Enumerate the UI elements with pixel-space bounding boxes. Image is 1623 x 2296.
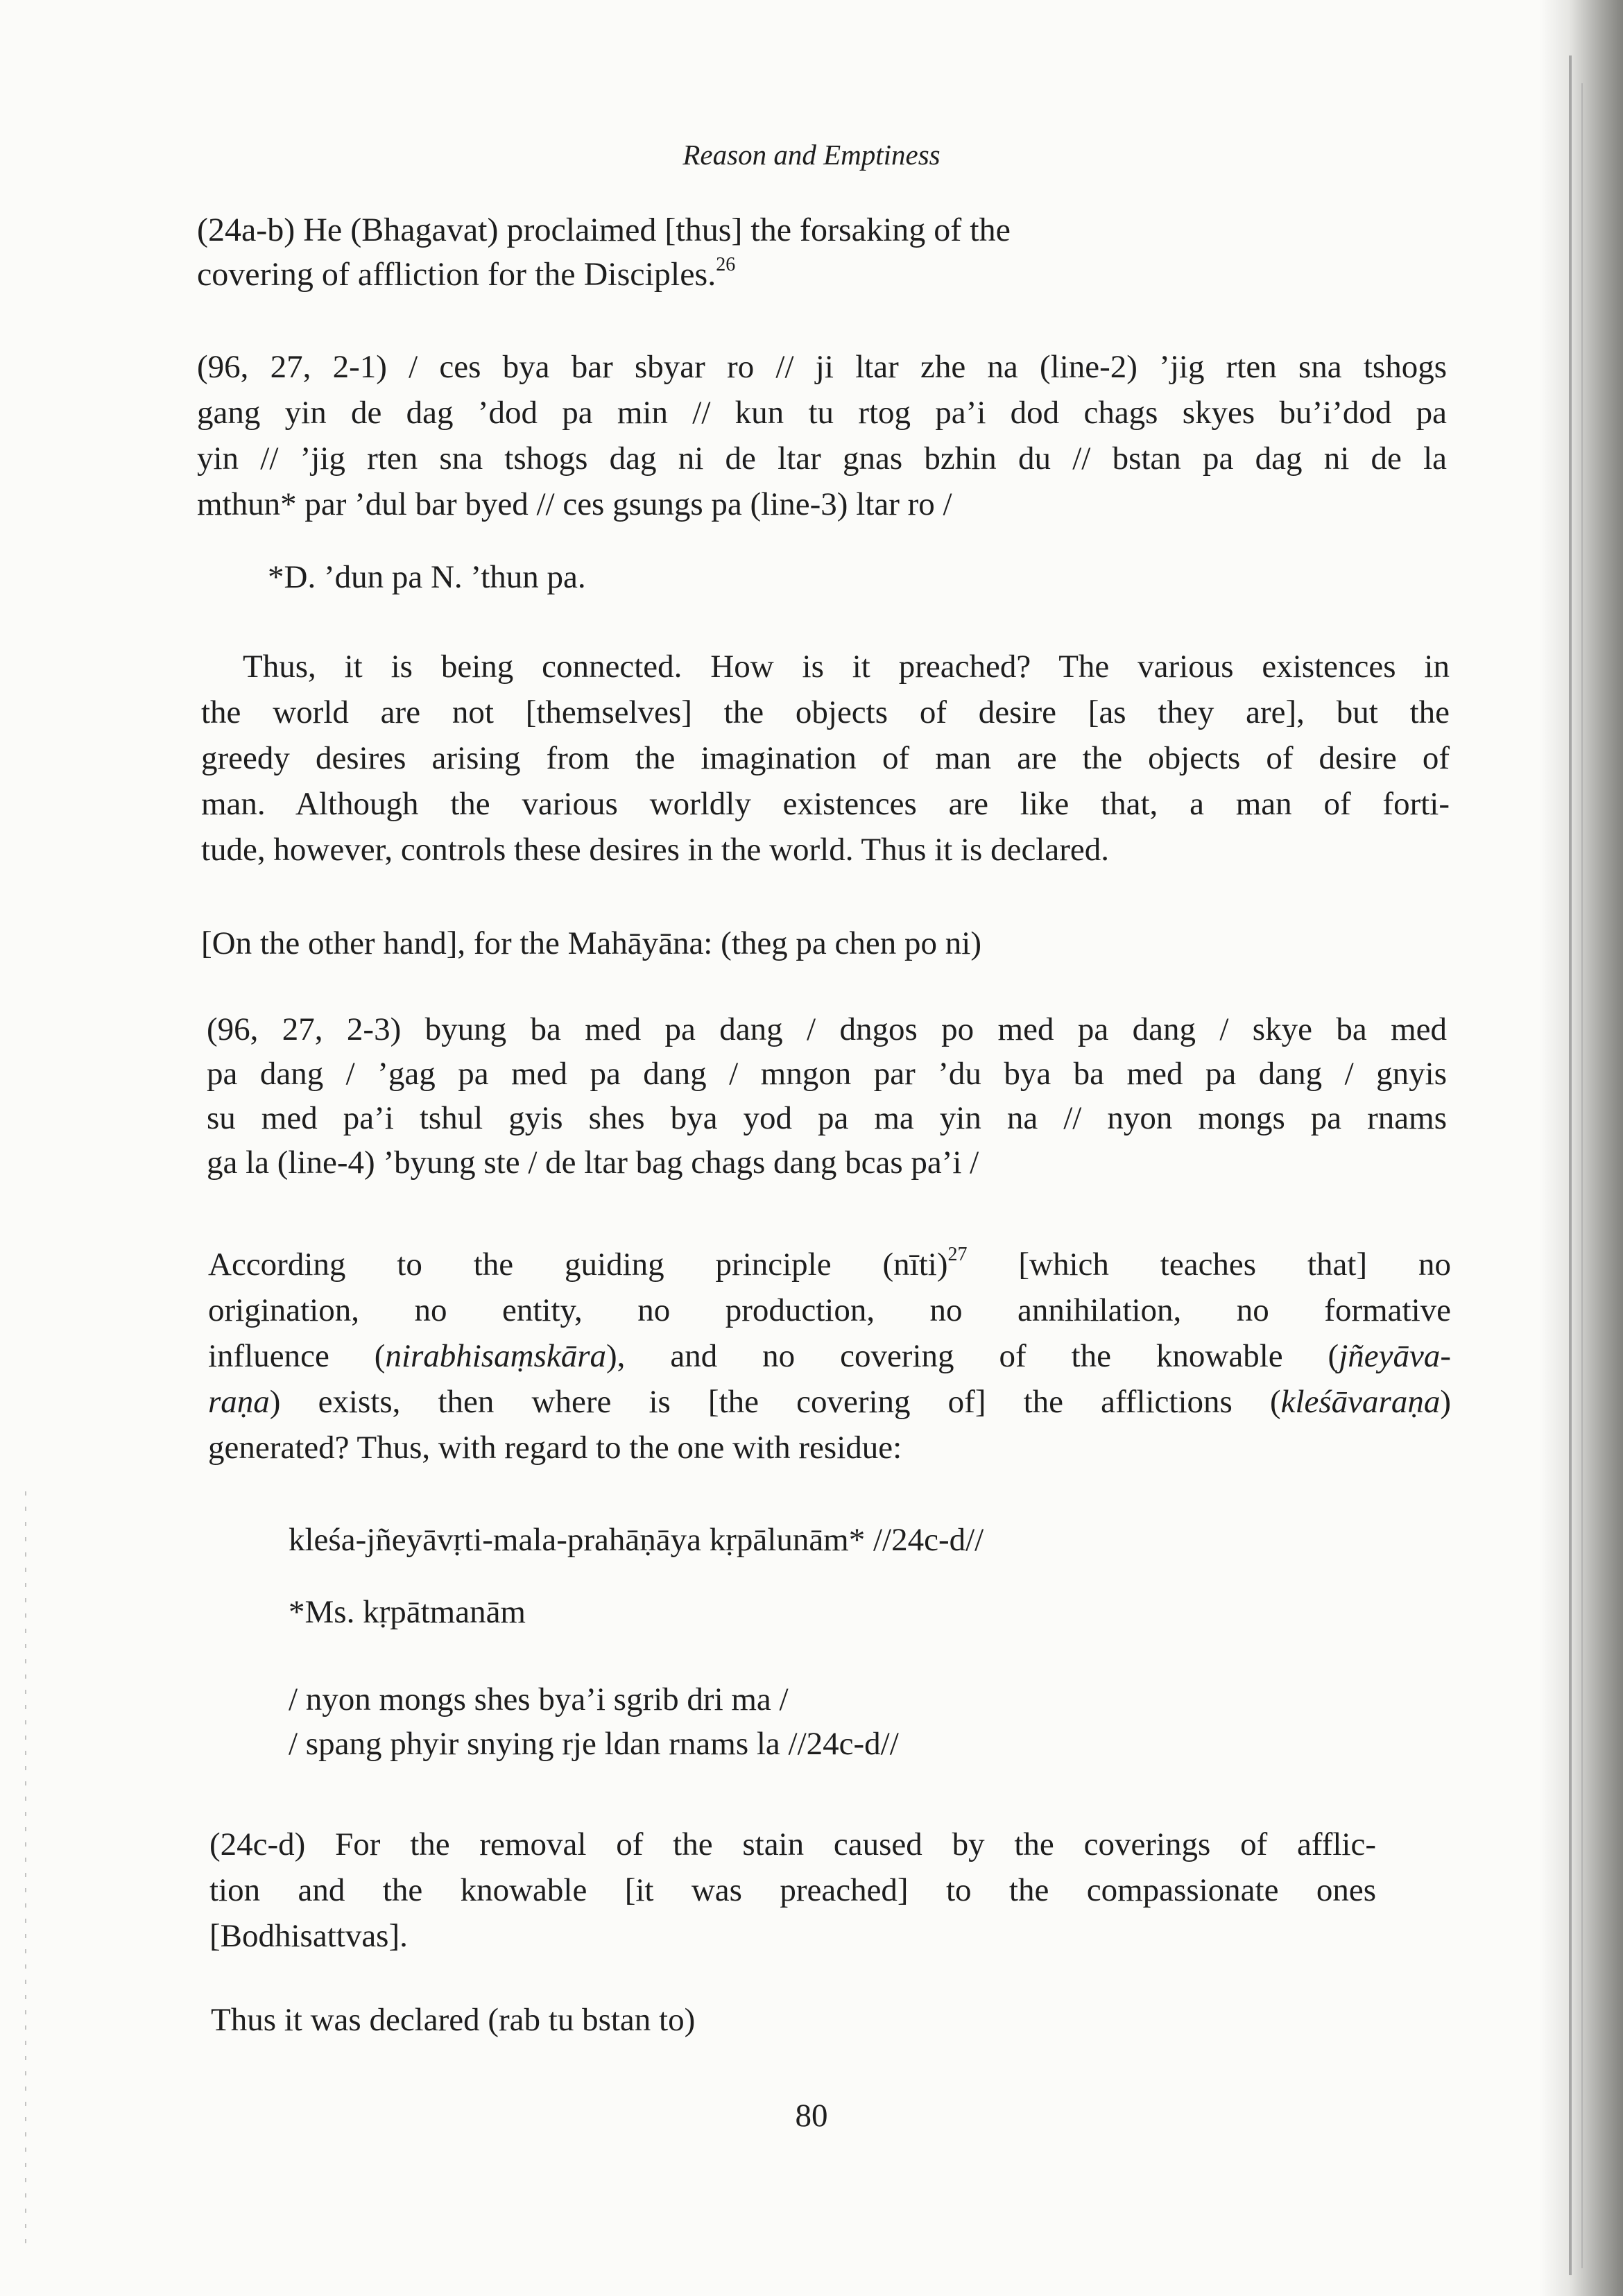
verse-24cd-line-1: (24c-d) For the removal of the stain caused by the coverings of afflic- (209, 1826, 1376, 1862)
verse-24ab-line-2 (197, 252, 1011, 297)
variant-note-1: *D. ’dun pa N. ’thun pa. (268, 559, 586, 595)
sanskrit-verse: kleśa-jñeyāvṛti-mala-prahāṇāya kṛpālunām* //24c-d// (289, 1522, 984, 1558)
tibetan-2-3-line-1: (96, 27, 2-3) byung ba med pa dang / dngos po med pa dang / skye ba med (207, 1011, 1447, 1047)
tibetan-verse-line-2: / spang phyir snying rje ldan rnams la //24c-d// (289, 1726, 899, 1762)
translation-paragraph-1 (201, 644, 1450, 873)
tibetan-2-3-line-4: ga la (line-4) ’byung ste / de ltar bag chags dang bcas pa’i / (207, 1145, 979, 1181)
footnote-ref-27: 27 (947, 1244, 968, 1266)
mahayana-line: [On the other hand], for the Mahāyāna: (theg pa chen po ni) (201, 925, 981, 961)
page-number: 80 (795, 2098, 828, 2134)
translation-2-line-4-b: ) exists, then where is [the covering of] the afflictions ( (269, 1384, 1281, 1420)
term-jneyavarana-part1: jñeyāva- (1339, 1338, 1451, 1374)
translation-2-line-3 (208, 1333, 1451, 1379)
translation-1-line-5: tude, however, controls these desires in the world. Thus it is declared. (201, 832, 1110, 868)
footnote-ref-26: 26 (716, 254, 736, 275)
verse-24ab-line-2-text: covering of affliction for the Disciples. (197, 256, 716, 293)
term-klesavarana: kleśāvaraṇa (1280, 1384, 1441, 1420)
tibetan-passage-2-3 (207, 1007, 1447, 1185)
closing-line: Thus it was declared (rab tu bstan to) (211, 2002, 696, 2038)
tibetan-verse (289, 1677, 899, 1766)
translation-1-line-3: greedy desires arising from the imagination of man are the objects of desire of (201, 740, 1450, 776)
term-nirabhisamskara: nirabhisaṃskāra (385, 1338, 607, 1374)
translation-2-line-4 (208, 1379, 1451, 1425)
verse-24ab-translation (197, 208, 1011, 297)
scan-speckle (25, 1491, 26, 2254)
translation-paragraph-2 (208, 1242, 1451, 1471)
translation-2-line-2: origination, no entity, no production, no annihilation, no formative (208, 1292, 1451, 1328)
verse-24cd-translation (209, 1822, 1376, 1959)
translation-2-line-1-a: According to the guiding principle (nīti) (208, 1246, 948, 1283)
tibetan-passage-2-1 (197, 344, 1447, 527)
tibetan-verse-line-1: / nyon mongs shes bya’i sgrib dri ma / (289, 1681, 789, 1717)
verse-24cd-line-2: tion and the knowable [it was preached] to the compassionate ones (209, 1872, 1376, 1908)
translation-1-line-4: man. Although the various worldly existences are like that, a man of forti- (201, 786, 1450, 822)
translation-2-line-3-b: ), and no covering of the knowable ( (606, 1338, 1339, 1374)
verse-24cd-line-3: [Bodhisattvas]. (209, 1918, 408, 1954)
tibetan-2-1-line-2: gang yin de dag ’dod pa min // kun tu rtog pa’i dod chags skyes bu’i’dod pa (197, 395, 1447, 431)
page-edge-line (1569, 55, 1572, 2275)
page-edge-line-secondary (1581, 83, 1583, 2268)
translation-1-line-1: Thus, it is being connected. How is it preached? The various existences in (243, 649, 1450, 685)
translation-2-line-5: generated? Thus, with regard to the one with residue: (208, 1430, 902, 1466)
tibetan-2-1-line-1: (96, 27, 2-1) / ces bya bar sbyar ro // ji ltar zhe na (line-2) ’jig rten sna tshogs (197, 349, 1447, 385)
tibetan-2-3-line-3: su med pa’i tshul gyis shes bya yod pa ma yin na // nyon mongs pa rnams (207, 1100, 1447, 1136)
translation-2-line-3-a: influence ( (208, 1338, 386, 1374)
running-header: Reason and Emptiness (682, 139, 941, 171)
tibetan-2-1-line-3: yin // ’jig rten sna tshogs dag ni de ltar gnas bzhin du // bstan pa dag ni de la (197, 440, 1447, 477)
verse-24ab-line-1: (24a-b) He (Bhagavat) proclaimed [thus] the forsaking of the (197, 212, 1011, 248)
tibetan-2-1-line-4: mthun* par ’dul bar byed // ces gsungs pa (line-3) ltar ro / (197, 486, 952, 522)
translation-2-line-1 (208, 1242, 1451, 1287)
tibetan-2-3-line-2: pa dang / ’gag pa med pa dang / mngon par ’du bya ba med pa dang / gnyis (207, 1056, 1447, 1092)
variant-note-2: *Ms. kṛpātmanām (289, 1594, 526, 1630)
term-jneyavarana-part2: raṇa (208, 1384, 270, 1420)
translation-1-line-2: the world are not [themselves] the objects of desire [as they are], but the (201, 694, 1450, 730)
translation-2-line-1-b: [which teaches that] no (967, 1246, 1452, 1283)
translation-2-line-4-c: ) (1440, 1384, 1451, 1420)
